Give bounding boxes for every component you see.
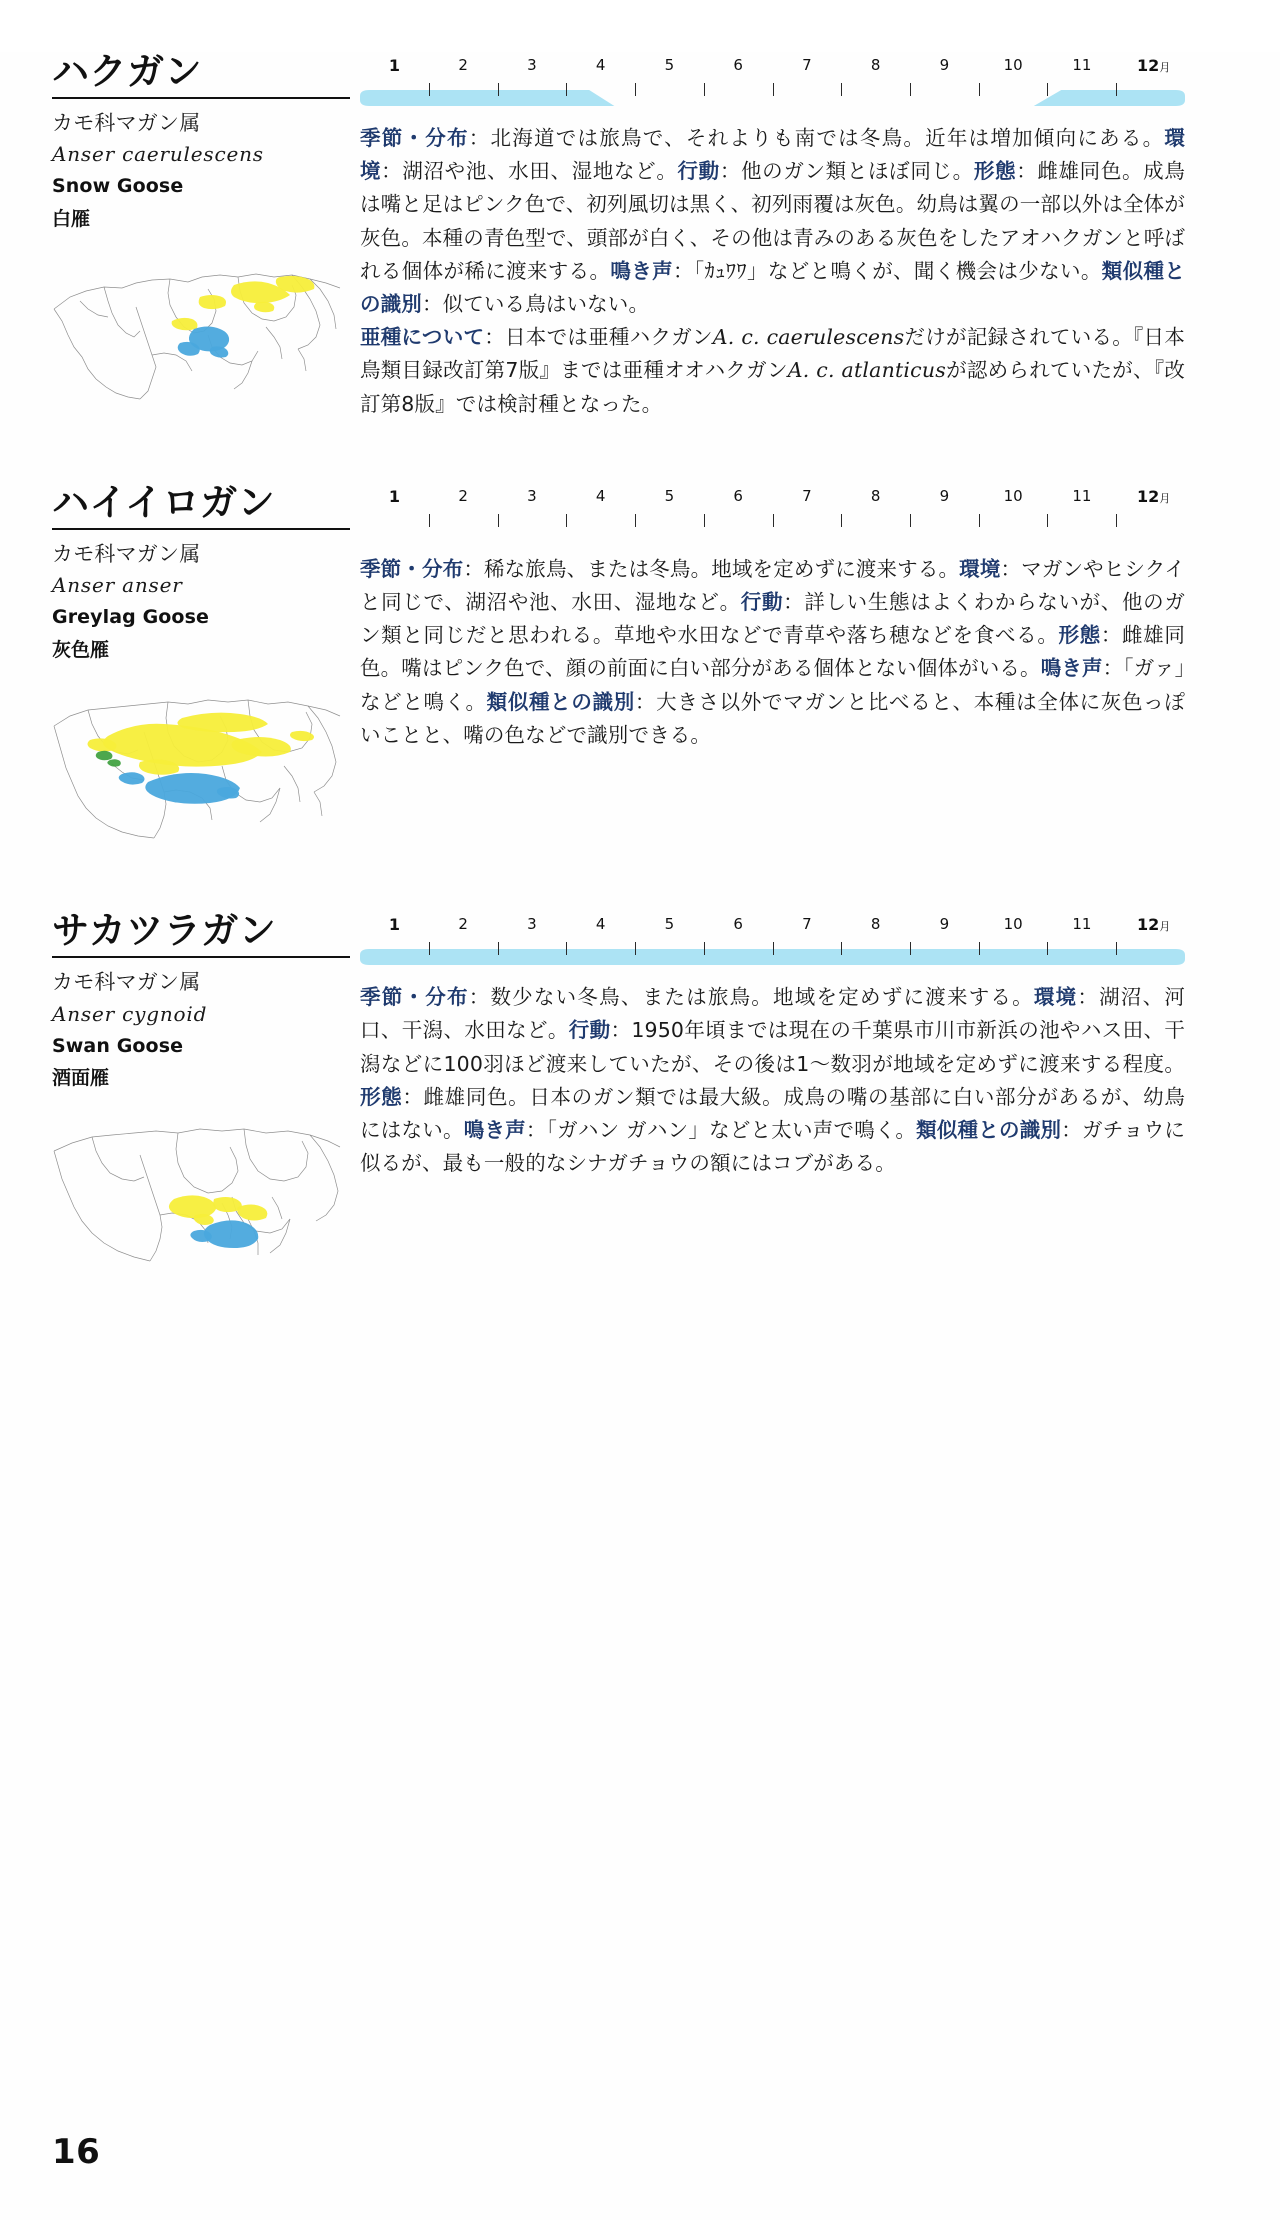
calendar-month-2: 2 (458, 56, 468, 74)
calendar-tick-9 (979, 942, 980, 955)
calendar-month-2: 2 (458, 486, 468, 505)
species-scientific-name: Anser caerulescens (52, 142, 264, 167)
body-run: ：「ガハン ガハン」などと太い声で鳴く。 (525, 1118, 917, 1143)
calendar-tick-3 (566, 514, 567, 527)
species-chinese-name: 灰色雁 (52, 638, 110, 661)
section-label: 行動 (677, 159, 720, 184)
calendar-month-4: 4 (595, 486, 606, 505)
body-run: ：似ている鳥はいない。 (421, 292, 650, 317)
section-label: 類似種との識別 (360, 258, 1186, 317)
body-run: ：詳しい生態はよくわからないが、他のガン類と同じだと思われる。草地や水田などで青草や落ち穂などを食べる。 (360, 590, 1185, 648)
calendar-month-9: 9 (939, 56, 950, 74)
section-label: 類似種との識別 (916, 1118, 1062, 1143)
species-entry-greylag-goose (0, 480, 1280, 853)
species-header-column (0, 911, 360, 1276)
calendar-tick-4 (635, 942, 636, 955)
description-paragraph (360, 553, 1185, 752)
species-family-genus: カモ科マガン属 (52, 970, 201, 995)
calendar-month-8: 8 (870, 486, 881, 505)
calendar-tick-10 (1047, 514, 1048, 527)
section-label: 亜種について (360, 325, 485, 350)
calendar-month-suffix: 月 (1159, 61, 1171, 74)
body-run: ：1950年頃までは現在の千葉県市川市新浜の池やハス田、干潟などに100羽ほど渡来していたが、その後は1〜数羽が地域を定めずに渡来する程度。 (360, 1018, 1185, 1076)
calendar-tick-5 (704, 514, 705, 527)
species-description-greylag-goose (360, 553, 1185, 752)
species-detail-column (360, 911, 1280, 1180)
calendar-month-11: 11 (1072, 915, 1092, 934)
section-label: 形態 (1058, 623, 1101, 648)
calendar-track (360, 942, 1185, 968)
title-divider (52, 97, 350, 99)
calendar-tick-5 (704, 942, 705, 955)
calendar-track (360, 83, 1185, 109)
body-run: ：湖沼、河口、干潟、水田など。 (360, 985, 1186, 1043)
species-japanese-name: ハイイロガン (52, 480, 276, 524)
calendar-tick-11 (1116, 942, 1117, 955)
section-label: 行動 (740, 590, 784, 615)
seasonal-calendar-greylag-goose (360, 486, 1185, 545)
species-japanese-name: ハクガン (52, 50, 202, 93)
calendar-month-4: 4 (595, 56, 606, 74)
calendar-tick-6 (773, 514, 774, 527)
distribution-map-svg (52, 247, 342, 402)
seasonal-calendar-snow-goose (360, 58, 1185, 114)
calendar-month-9: 9 (939, 486, 950, 505)
calendar-tick-8 (910, 514, 911, 527)
calendar-tick-2 (498, 83, 499, 96)
distribution-map-greylag-goose (52, 678, 342, 853)
calendar-month-3: 3 (527, 915, 537, 934)
seasonal-calendar-swan-goose (360, 917, 1185, 973)
calendar-tick-7 (841, 942, 842, 955)
description-paragraph (360, 122, 1185, 321)
calendar-tick-5 (704, 83, 705, 96)
calendar-month-10: 10 (1003, 915, 1023, 934)
distribution-map-snow-goose (52, 247, 342, 405)
description-paragraph-subspecies (360, 321, 1185, 421)
species-header-column (0, 480, 360, 853)
description-paragraph (360, 981, 1185, 1180)
calendar-tick-11 (1116, 83, 1117, 96)
body-run: ：大きさ以外でマガンと比べると、本種は全体に灰色っぽいことと、嘴の色などで識別できる。 (360, 689, 1185, 747)
calendar-month-2: 2 (458, 915, 468, 934)
body-run: ：ガチョウに似るが、最も一般的なシナガチョウの額にはコブがある。 (360, 1118, 1185, 1176)
calendar-month-12-number: 12 (1137, 915, 1160, 935)
calendar-month-labels (360, 58, 1185, 80)
calendar-tick-11 (1116, 514, 1117, 527)
calendar-month-3: 3 (527, 56, 537, 74)
calendar-month-7: 7 (802, 486, 812, 505)
section-label: 季節・分布 (360, 126, 469, 150)
calendar-month-5: 5 (664, 915, 675, 934)
species-family-genus: カモ科マガン属 (52, 110, 201, 135)
species-english-name: Snow Goose (52, 175, 184, 198)
distribution-map-svg (52, 1107, 342, 1275)
calendar-tick-10 (1047, 83, 1048, 96)
section-label: 類似種との識別 (486, 689, 635, 714)
section-label: 鳴き声 (610, 258, 674, 283)
calendar-tick-10 (1047, 942, 1048, 955)
calendar-month-10: 10 (1003, 56, 1023, 74)
calendar-month-5: 5 (664, 486, 675, 505)
body-run: ：「ガァ」などと鳴く。 (360, 656, 1186, 714)
distribution-map-svg (52, 678, 342, 850)
section-label: 形態 (973, 159, 1017, 184)
calendar-month-12 (1137, 917, 1170, 933)
section-label: 環境 (959, 556, 1001, 581)
calendar-month-12 (1137, 58, 1170, 74)
body-run: だけが記録されている。『日本鳥類目録改訂第7版』までは亜種オオハクガン (360, 325, 1185, 383)
section-label: 行動 (568, 1018, 611, 1043)
body-run: ：日本では亜種ハクガン (484, 325, 713, 350)
calendar-tick-4 (635, 83, 636, 96)
calendar-tick-1 (429, 83, 430, 96)
calendar-tick-8 (910, 942, 911, 955)
calendar-tick-1 (429, 514, 430, 527)
calendar-month-7: 7 (802, 915, 812, 934)
calendar-month-labels (360, 917, 1185, 939)
section-label: 環境 (1033, 985, 1078, 1010)
calendar-month-1: 1 (388, 56, 400, 75)
calendar-month-8: 8 (870, 56, 881, 74)
calendar-month-1: 1 (388, 915, 400, 935)
calendar-tick-8 (910, 83, 911, 96)
body-run: が認められていたが、『改訂第8版』では検討種となった。 (360, 358, 1185, 416)
calendar-tick-6 (773, 83, 774, 96)
calendar-tick-3 (566, 942, 567, 955)
species-chinese-name: 酒面雁 (52, 1067, 110, 1090)
calendar-track (360, 514, 1185, 540)
calendar-month-7: 7 (802, 56, 812, 74)
species-english-name: Swan Goose (52, 1034, 184, 1057)
calendar-tick-7 (841, 83, 842, 96)
calendar-month-8: 8 (870, 915, 881, 934)
title-divider (52, 528, 350, 530)
title-divider (52, 956, 350, 958)
body-run: ：他のガン類とほぼ同じ。 (719, 159, 974, 184)
species-scientific-name: Anser cygnoid (52, 1001, 208, 1026)
calendar-month-12-number: 12 (1137, 486, 1160, 506)
species-entry-snow-goose (0, 52, 1280, 421)
body-run: ：雌雄同色。成鳥は嘴と足はピンク色で、初列風切は黒く、初列雨覆は灰色。幼鳥は翼の一部以外は全体が灰色。本種の青色型で、頭部が白く、その他は青みのある灰色をしたアオハクガンと呼ばれる個体が稀に渡来する。 (360, 159, 1185, 283)
species-english-name: Greylag Goose (52, 606, 209, 629)
calendar-month-5: 5 (664, 56, 675, 74)
calendar-month-6: 6 (733, 56, 743, 74)
body-run: ：「ｶｭﾜﾜ」などと鳴くが、聞く機会は少ない。 (673, 258, 1102, 283)
scientific-name-inline: A. c. atlanticus (787, 358, 946, 383)
body-run: ：雌雄同色。日本のガン類では最大級。成鳥の嘴の基部に白い部分があるが、幼鳥にはない。 (360, 1084, 1185, 1143)
body-run: ：稀な旅鳥、または冬鳥。地域を定めずに渡来する。 (463, 556, 960, 581)
calendar-tick-4 (635, 514, 636, 527)
field-guide-page (0, 52, 1280, 2220)
section-label: 形態 (360, 1084, 403, 1109)
section-label: 季節・分布 (360, 556, 464, 581)
body-run: ：雌雄同色。嘴はピンク色で、顔の前面に白い部分がある個体とない個体がいる。 (360, 623, 1185, 681)
calendar-tick-6 (773, 942, 774, 955)
calendar-month-11: 11 (1072, 486, 1092, 505)
calendar-month-labels (360, 486, 1185, 511)
calendar-month-11: 11 (1072, 56, 1092, 74)
calendar-month-6: 6 (733, 486, 743, 505)
section-label: 鳴き声 (1040, 656, 1103, 681)
calendar-month-9: 9 (939, 915, 950, 934)
calendar-month-suffix: 月 (1159, 491, 1171, 505)
calendar-tick-2 (498, 942, 499, 955)
section-label: 鳴き声 (463, 1118, 526, 1143)
species-japanese-name: サカツラガン (52, 909, 277, 953)
section-label: 季節・分布 (360, 985, 469, 1010)
calendar-tick-7 (841, 514, 842, 527)
species-scientific-name: Anser anser (52, 573, 183, 598)
species-chinese-name: 白雁 (52, 207, 91, 230)
species-detail-column (360, 483, 1280, 752)
calendar-month-suffix: 月 (1159, 920, 1171, 934)
species-family-genus: カモ科マガン属 (52, 541, 201, 566)
calendar-tick-1 (429, 942, 430, 955)
species-description-swan-goose (360, 981, 1185, 1180)
species-header-column (0, 52, 360, 405)
calendar-month-6: 6 (733, 915, 743, 934)
section-label: 環境 (360, 126, 1186, 184)
calendar-month-12 (1137, 486, 1171, 506)
calendar-month-3: 3 (527, 486, 537, 505)
calendar-tick-2 (498, 514, 499, 527)
calendar-month-12-number: 12 (1137, 56, 1160, 75)
calendar-tick-9 (979, 83, 980, 96)
distribution-map-swan-goose (52, 1107, 342, 1277)
body-run: ：マガンやヒシクイと同じで、湖沼や池、水田、湿地など。 (360, 556, 1185, 615)
calendar-tick-9 (979, 514, 980, 527)
calendar-month-4: 4 (595, 915, 606, 934)
calendar-month-10: 10 (1003, 486, 1023, 505)
page-number: 16 (52, 2132, 101, 2172)
calendar-tick-3 (566, 83, 567, 96)
species-description-snow-goose (360, 122, 1185, 421)
scientific-name-inline: A. c. caerulescens (712, 325, 905, 350)
species-detail-column (360, 52, 1280, 421)
body-run: ：湖沼や池、水田、湿地など。 (381, 159, 678, 184)
body-run: ：北海道では旅鳥で、それよりも南では冬鳥。近年は増加傾向にある。 (468, 126, 1165, 150)
species-entry-swan-goose (0, 911, 1280, 1276)
body-run: ：数少ない冬鳥、または旅鳥。地域を定めずに渡来する。 (468, 985, 1034, 1010)
calendar-month-1: 1 (388, 486, 400, 506)
